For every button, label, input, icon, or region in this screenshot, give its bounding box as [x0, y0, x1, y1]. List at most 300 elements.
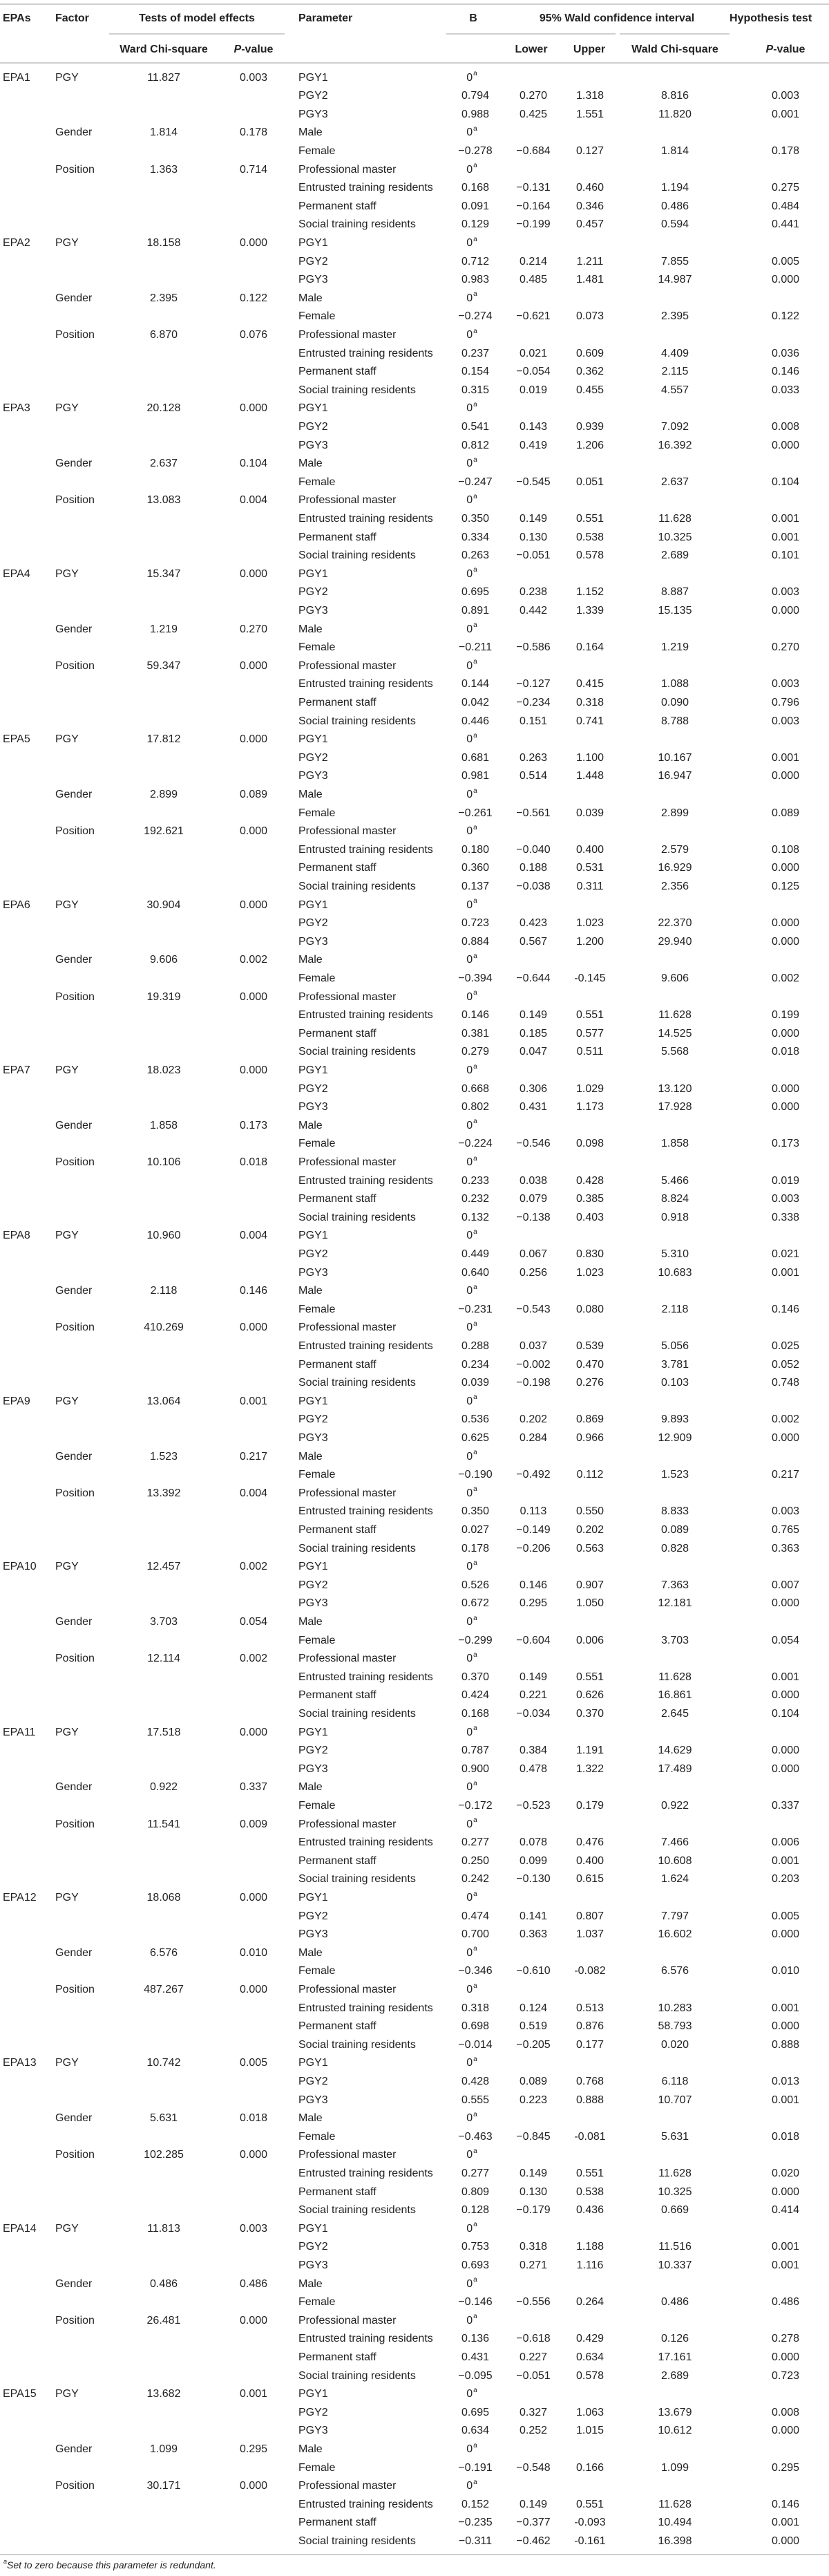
- parameter-label: Female: [298, 807, 336, 819]
- hypothesis-p-value: 0.275: [771, 182, 800, 194]
- wald-chi-square-value: 16.398: [658, 2535, 692, 2547]
- table-row: [0, 1870, 829, 1889]
- ci-upper-value: 0.768: [575, 2075, 604, 2087]
- header-hypothesis-test: Hypothesis test: [730, 12, 812, 24]
- table-row: [0, 896, 829, 915]
- table-row: [0, 1411, 829, 1429]
- ci-lower-value: 0.327: [519, 2406, 548, 2418]
- wald-chi-square-value: 8.833: [660, 1505, 689, 1518]
- factor-label: Gender: [55, 2277, 93, 2290]
- reference-note-mark: a: [473, 1062, 477, 1071]
- table-row: [0, 2385, 829, 2404]
- b-value: 0.424: [461, 1689, 490, 1702]
- ci-upper-value: 1.037: [575, 1928, 604, 1941]
- b-value: 0.794: [461, 90, 490, 102]
- wald-chi-square-value: 8.824: [660, 1193, 689, 1205]
- p-suffix: -value: [773, 44, 806, 55]
- ci-lower-value: 0.431: [519, 1101, 548, 1113]
- hypothesis-p-value: 0.000: [771, 1597, 800, 1610]
- table-row: [0, 1852, 829, 1871]
- b-value: 0: [466, 990, 473, 1003]
- ci-upper-value: 0.264: [575, 2296, 604, 2309]
- parameter-label: Female: [298, 1634, 336, 1646]
- wald-chi-square-value: 10.167: [658, 751, 692, 764]
- parameter-label: Entrusted training residents: [298, 1009, 433, 1022]
- b-reference-value: [466, 455, 477, 473]
- ci-lower-value: 0.124: [519, 2002, 548, 2014]
- table-row: [0, 271, 829, 290]
- table-row: [0, 1889, 829, 1908]
- factor-label: PGY: [55, 1726, 79, 1738]
- table-row: [0, 69, 829, 88]
- b-reference-value: [466, 1062, 477, 1080]
- parameter-label: PGY3: [298, 1101, 328, 1113]
- table-row: [0, 1778, 829, 1797]
- ci-lower-value: 0.363: [519, 1928, 548, 1941]
- model-p-value: 0.000: [239, 1983, 268, 1995]
- ci-lower-value: −0.131: [516, 182, 551, 194]
- table-row: [0, 1485, 829, 1503]
- ci-upper-value: 0.276: [575, 1377, 604, 1389]
- header-tests-of-model-effects: Tests of model effects: [139, 12, 255, 24]
- b-value: 0: [466, 2112, 473, 2125]
- wald-chi-square-value: 58.793: [658, 2020, 692, 2033]
- b-reference-value: [466, 822, 477, 841]
- b-value: 0: [466, 1781, 473, 1794]
- ward-chi-square-value: 1.099: [149, 2443, 178, 2455]
- ward-chi-square-value: 11.813: [147, 2222, 180, 2235]
- table-row: [0, 2201, 829, 2220]
- parameter-label: PGY2: [298, 2075, 328, 2087]
- b-value: 0: [466, 623, 473, 635]
- epa-label: EPA4: [3, 567, 30, 580]
- ci-lower-value: 0.146: [519, 1579, 548, 1591]
- wald-chi-square-value: 2.115: [661, 366, 689, 378]
- b-value: 0.334: [461, 531, 490, 543]
- ward-chi-square-value: 1.363: [149, 163, 178, 176]
- b-value: 0.526: [461, 1579, 490, 1591]
- ci-lower-value: −0.618: [516, 2333, 551, 2345]
- b-value: 0.640: [461, 1266, 490, 1279]
- b-reference-value: [466, 1650, 477, 1668]
- parameter-label: PGY2: [298, 1745, 328, 1757]
- wald-chi-square-value: 2.645: [660, 1707, 689, 1720]
- table-row: [0, 1448, 829, 1467]
- hypothesis-p-value: 0.000: [771, 274, 800, 286]
- ci-upper-value: 0.455: [575, 384, 604, 396]
- parameter-label: PGY2: [298, 1579, 328, 1591]
- hypothesis-p-value: 0.203: [771, 1873, 800, 1886]
- wald-chi-square-value: 6.118: [661, 2075, 689, 2087]
- b-value: 0: [466, 1156, 473, 1168]
- ci-lower-value: −0.845: [516, 2130, 551, 2143]
- b-value: 0: [466, 2480, 473, 2492]
- ci-upper-value: 0.511: [576, 1046, 604, 1058]
- b-reference-value: [466, 1117, 477, 1136]
- parameter-label: PGY1: [298, 899, 328, 911]
- wald-chi-square-value: 14.525: [658, 1027, 692, 1040]
- reference-note-mark: a: [473, 1945, 477, 1953]
- hypothesis-p-value: 0.003: [771, 1193, 800, 1205]
- ci-upper-value: 1.206: [575, 439, 604, 451]
- table-row: [0, 675, 829, 694]
- reference-note-mark: a: [473, 2441, 477, 2450]
- ci-upper-value: 0.362: [575, 366, 604, 378]
- ci-lower-value: −0.462: [516, 2535, 551, 2547]
- parameter-label: Female: [298, 972, 336, 984]
- ci-upper-value: 0.470: [575, 1358, 604, 1371]
- hypothesis-p-value: 0.000: [771, 862, 800, 874]
- ci-upper-value: 0.830: [575, 1248, 604, 1260]
- parameter-label: Entrusted training residents: [298, 512, 433, 525]
- hypothesis-p-value: 0.006: [771, 1836, 800, 1849]
- b-value: 0.428: [461, 2075, 490, 2087]
- parameter-label: PGY2: [298, 2406, 328, 2418]
- factor-label: Gender: [55, 1119, 93, 1131]
- ci-lower-value: 0.284: [519, 1431, 548, 1444]
- ci-lower-value: 0.149: [519, 1671, 548, 1683]
- hypothesis-p-value: 0.003: [771, 586, 800, 599]
- wald-chi-square-value: 9.606: [660, 972, 689, 984]
- parameter-label: PGY3: [298, 108, 328, 120]
- ward-chi-square-value: 15.347: [146, 567, 181, 580]
- b-value: 0.350: [461, 1505, 490, 1518]
- reference-note-mark: a: [473, 1816, 477, 1825]
- ci-upper-value: 0.177: [575, 2038, 604, 2051]
- wald-chi-square-value: 2.579: [660, 843, 689, 856]
- b-reference-value: [466, 1282, 477, 1301]
- wald-chi-square-value: 11.820: [658, 108, 692, 120]
- ci-upper-value: 0.609: [575, 347, 604, 359]
- parameter-label: Permanent staff: [298, 366, 377, 378]
- parameter-label: PGY2: [298, 420, 328, 433]
- ci-upper-value: 0.428: [575, 1174, 604, 1187]
- b-value: −0.224: [458, 1138, 493, 1150]
- table-row: [0, 1686, 829, 1705]
- model-p-value: 0.002: [239, 1653, 268, 1665]
- hypothesis-p-value: 0.018: [771, 2130, 800, 2143]
- b-value: 0: [466, 458, 473, 470]
- table-row: [0, 713, 829, 731]
- table-row: [0, 749, 829, 768]
- hypothesis-p-value: 0.008: [771, 2406, 800, 2418]
- table-row: [0, 1282, 829, 1301]
- ci-upper-value: 1.015: [575, 2425, 604, 2437]
- ward-chi-square-value: 6.576: [149, 1946, 178, 1959]
- parameter-label: Social training residents: [298, 1211, 416, 1223]
- ci-upper-value: 0.550: [575, 1505, 604, 1518]
- ci-upper-value: 1.188: [575, 2241, 604, 2253]
- ci-lower-value: −0.492: [516, 1469, 551, 1481]
- parameter-label: Female: [298, 1138, 336, 1150]
- b-value: 0.180: [461, 843, 490, 856]
- ci-upper-value: 0.551: [575, 1671, 604, 1683]
- factor-label: PGY: [55, 402, 79, 415]
- ci-lower-value: 0.202: [519, 1413, 548, 1426]
- parameter-label: PGY2: [298, 586, 328, 599]
- b-reference-value: [466, 161, 477, 180]
- b-reference-value: [466, 786, 477, 805]
- factor-label: Gender: [55, 1285, 93, 1297]
- parameter-label: Professional master: [298, 1818, 397, 1830]
- parameter-label: Male: [298, 1615, 323, 1628]
- model-p-value: 0.337: [239, 1781, 268, 1794]
- ci-upper-value: 0.457: [575, 218, 604, 231]
- reference-note-mark: a: [473, 1724, 477, 1733]
- reference-note-mark: a: [473, 1393, 477, 1402]
- parameter-label: Social training residents: [298, 1542, 416, 1554]
- b-value: 0: [466, 1891, 473, 1903]
- b-reference-value: [466, 2054, 477, 2073]
- ci-lower-value: −0.130: [516, 1873, 551, 1886]
- b-value: −0.278: [458, 144, 493, 157]
- ci-lower-value: −0.127: [516, 678, 551, 690]
- wald-chi-square-value: 5.466: [660, 1174, 689, 1187]
- table-row: [0, 510, 829, 529]
- hypothesis-p-value: 0.000: [771, 2425, 800, 2437]
- reference-note-mark: a: [473, 621, 477, 630]
- hypothesis-p-value: 0.000: [771, 2535, 800, 2547]
- factor-label: Position: [55, 328, 95, 341]
- ci-upper-value: 0.415: [575, 678, 604, 690]
- b-value: 0.288: [461, 1339, 490, 1352]
- b-value: 0: [466, 1561, 473, 1573]
- table-row: [0, 382, 829, 400]
- epa-label: EPA12: [3, 1891, 37, 1903]
- model-p-value: 0.010: [239, 1946, 268, 1959]
- ci-lower-value: −0.034: [516, 1707, 551, 1720]
- hypothesis-p-value: 0.007: [771, 1579, 800, 1591]
- ci-upper-value: 0.403: [575, 1211, 604, 1223]
- wald-chi-square-value: 11.628: [658, 2167, 692, 2179]
- table-row: [0, 805, 829, 823]
- parameter-label: Entrusted training residents: [298, 1836, 433, 1849]
- factor-label: Position: [55, 1322, 95, 1334]
- parameter-label: Social training residents: [298, 2038, 416, 2051]
- wald-chi-square-value: 10.283: [658, 2002, 692, 2014]
- wald-chi-square-value: 2.637: [660, 476, 689, 488]
- wald-chi-square-value: 9.893: [660, 1413, 689, 1426]
- hypothesis-p-value: 0.108: [771, 843, 800, 856]
- parameter-label: Male: [298, 2112, 323, 2125]
- ci-upper-value: 1.322: [575, 1762, 604, 1775]
- table-row: [0, 2293, 829, 2312]
- parameter-label: PGY3: [298, 935, 328, 948]
- table-row: [0, 198, 829, 216]
- parameter-label: Entrusted training residents: [298, 347, 433, 359]
- b-reference-value: [466, 1944, 477, 1963]
- parameter-label: Professional master: [298, 2480, 397, 2492]
- parameter-label: Permanent staff: [298, 200, 377, 212]
- factor-label: Position: [55, 990, 95, 1003]
- footnote-text: Set to zero because this parameter is redundant.: [7, 2559, 216, 2570]
- table-row: [0, 1098, 829, 1117]
- wald-chi-square-value: 6.576: [660, 1965, 689, 1977]
- header-hypothesis-p-value: [766, 43, 806, 57]
- table-row: [0, 216, 829, 234]
- hypothesis-p-value: 0.000: [771, 917, 800, 930]
- parameter-label: Male: [298, 292, 323, 304]
- reference-note-mark: a: [473, 897, 477, 905]
- ward-chi-square-value: 13.083: [146, 494, 181, 507]
- model-p-value: 0.000: [239, 659, 268, 672]
- ci-lower-value: 0.478: [519, 1762, 548, 1775]
- table-row: [0, 1062, 829, 1080]
- ci-lower-value: 0.151: [519, 715, 548, 727]
- wald-chi-square-value: 2.689: [660, 549, 689, 562]
- hypothesis-p-value: 0.765: [771, 1523, 800, 1536]
- ci-lower-value: −0.523: [516, 1799, 551, 1812]
- hypothesis-p-value: 0.796: [771, 696, 800, 708]
- ci-upper-value: 1.063: [575, 2406, 604, 2418]
- b-value: 0: [466, 292, 473, 304]
- reference-note-mark: a: [473, 1982, 477, 1990]
- b-value: 0.695: [461, 586, 490, 599]
- parameter-label: Male: [298, 2443, 323, 2455]
- table-row: [0, 2054, 829, 2073]
- reference-note-mark: a: [473, 1118, 477, 1126]
- model-p-value: 0.000: [239, 1726, 268, 1738]
- b-value: 0.128: [461, 2204, 490, 2217]
- b-value: 0.802: [461, 1101, 490, 1113]
- ci-upper-value: 0.436: [575, 2204, 604, 2217]
- wald-chi-square-value: 17.161: [658, 2351, 692, 2363]
- ci-lower-value: 0.130: [519, 531, 548, 543]
- parameter-label: PGY3: [298, 2259, 328, 2271]
- wald-chi-square-value: 15.135: [658, 604, 692, 617]
- ci-lower-value: 0.019: [519, 384, 548, 396]
- ci-lower-value: 0.384: [519, 1745, 548, 1757]
- table-row: [0, 1025, 829, 1044]
- ci-lower-value: 0.130: [519, 2185, 548, 2198]
- wald-chi-square-value: 2.118: [661, 1303, 689, 1315]
- b-reference-value: [466, 399, 477, 418]
- hypothesis-p-value: 0.723: [771, 2369, 800, 2382]
- hypothesis-p-value: 0.125: [771, 880, 800, 892]
- table-row: [0, 124, 829, 142]
- hypothesis-p-value: 0.146: [771, 366, 800, 378]
- ci-upper-value: -0.145: [574, 972, 606, 984]
- hypothesis-p-value: 0.000: [771, 1027, 800, 1040]
- ci-lower-value: −0.604: [516, 1634, 551, 1646]
- parameter-label: Permanent staff: [298, 1193, 377, 1205]
- wald-chi-square-value: 4.557: [660, 384, 689, 396]
- table-row: [0, 1595, 829, 1613]
- parameter-label: Male: [298, 788, 323, 800]
- ci-upper-value: 0.807: [575, 1910, 604, 1922]
- ci-lower-value: 0.099: [519, 1854, 548, 1867]
- reference-note-mark: a: [473, 2110, 477, 2118]
- hypothesis-p-value: 0.122: [771, 310, 800, 323]
- table-row: [0, 1227, 829, 1245]
- ward-chi-square-value: 1.219: [149, 623, 178, 635]
- ci-lower-value: −0.561: [516, 807, 551, 819]
- b-reference-value: [466, 1393, 477, 1411]
- reference-note-mark: a: [473, 492, 477, 500]
- b-value: 0: [466, 1064, 473, 1076]
- b-value: 0.681: [461, 751, 490, 764]
- table-row: [0, 2220, 829, 2239]
- ci-upper-value: 0.166: [575, 2461, 604, 2474]
- parameter-label: Permanent staff: [298, 1854, 377, 1867]
- b-reference-value: [466, 1778, 477, 1797]
- reference-note-mark: a: [473, 2147, 477, 2155]
- ward-chi-square-value: 5.631: [149, 2112, 178, 2125]
- table-bottom-rule: [0, 2554, 829, 2555]
- factor-label: PGY: [55, 71, 79, 84]
- reference-note-mark: a: [473, 70, 477, 78]
- model-p-value: 0.003: [239, 2222, 268, 2235]
- hypothesis-p-value: 0.000: [771, 2185, 800, 2198]
- parameter-label: Male: [298, 1781, 323, 1794]
- ci-lower-value: −0.054: [516, 366, 551, 378]
- b-value: −0.146: [458, 2296, 493, 2309]
- b-value: 0.279: [461, 1046, 490, 1058]
- table-row: [0, 1540, 829, 1559]
- hypothesis-p-value: 0.018: [771, 1046, 800, 1058]
- reference-note-mark: a: [473, 566, 477, 574]
- table-row: [0, 2000, 829, 2018]
- model-p-value: 0.018: [239, 1156, 268, 1168]
- b-value: 0: [466, 163, 473, 176]
- ci-lower-value: 0.263: [519, 751, 548, 764]
- model-p-value: 0.000: [239, 825, 268, 838]
- ward-chi-square-value: 13.392: [146, 1487, 181, 1499]
- b-value: 0.277: [461, 2167, 490, 2179]
- epa-label: EPA11: [3, 1726, 36, 1738]
- model-p-value: 0.054: [239, 1615, 268, 1628]
- ward-chi-square-value: 59.347: [146, 659, 181, 672]
- ci-upper-value: 1.173: [575, 1101, 604, 1113]
- parameter-label: PGY3: [298, 1431, 328, 1444]
- b-value: 0.360: [461, 862, 490, 874]
- parameter-label: Male: [298, 623, 323, 635]
- ci-lower-value: −0.621: [516, 310, 551, 323]
- parameter-label: Female: [298, 310, 336, 323]
- b-value: 0.129: [461, 218, 490, 231]
- model-p-value: 0.000: [239, 567, 268, 580]
- table-row: [0, 179, 829, 198]
- hypothesis-p-value: 0.052: [771, 1358, 800, 1371]
- ward-chi-square-value: 13.064: [146, 1395, 181, 1407]
- table-row: [0, 2146, 829, 2165]
- b-value: 0: [466, 1230, 473, 1242]
- wald-chi-square-value: 7.466: [660, 1836, 689, 1849]
- wald-chi-square-value: 8.816: [660, 90, 689, 102]
- hypothesis-p-value: 0.104: [771, 476, 800, 488]
- ci-lower-value: 0.188: [519, 862, 548, 874]
- reference-note-mark: a: [473, 290, 477, 299]
- ci-lower-value: 0.238: [519, 586, 548, 599]
- factor-label: Position: [55, 2149, 95, 2161]
- parameter-label: Male: [298, 1285, 323, 1297]
- parameter-label: Male: [298, 1946, 323, 1959]
- table-row: [0, 455, 829, 473]
- ward-chi-square-value: 17.518: [146, 1726, 181, 1738]
- ci-lower-value: 0.089: [519, 2075, 548, 2087]
- hypothesis-p-value: 0.054: [771, 1634, 800, 1646]
- reference-note-mark: a: [473, 2386, 477, 2394]
- factor-label: Position: [55, 1156, 95, 1168]
- b-value: 0: [466, 2388, 473, 2400]
- factor-label: Gender: [55, 2443, 93, 2455]
- hypothesis-p-value: 0.001: [771, 2094, 800, 2106]
- factor-label: Gender: [55, 788, 93, 800]
- ci-upper-value: 0.634: [575, 2351, 604, 2363]
- parameter-label: PGY3: [298, 1762, 328, 1775]
- b-value: 0.474: [461, 1910, 490, 1922]
- wald-chi-square-value: 11.516: [658, 2241, 692, 2253]
